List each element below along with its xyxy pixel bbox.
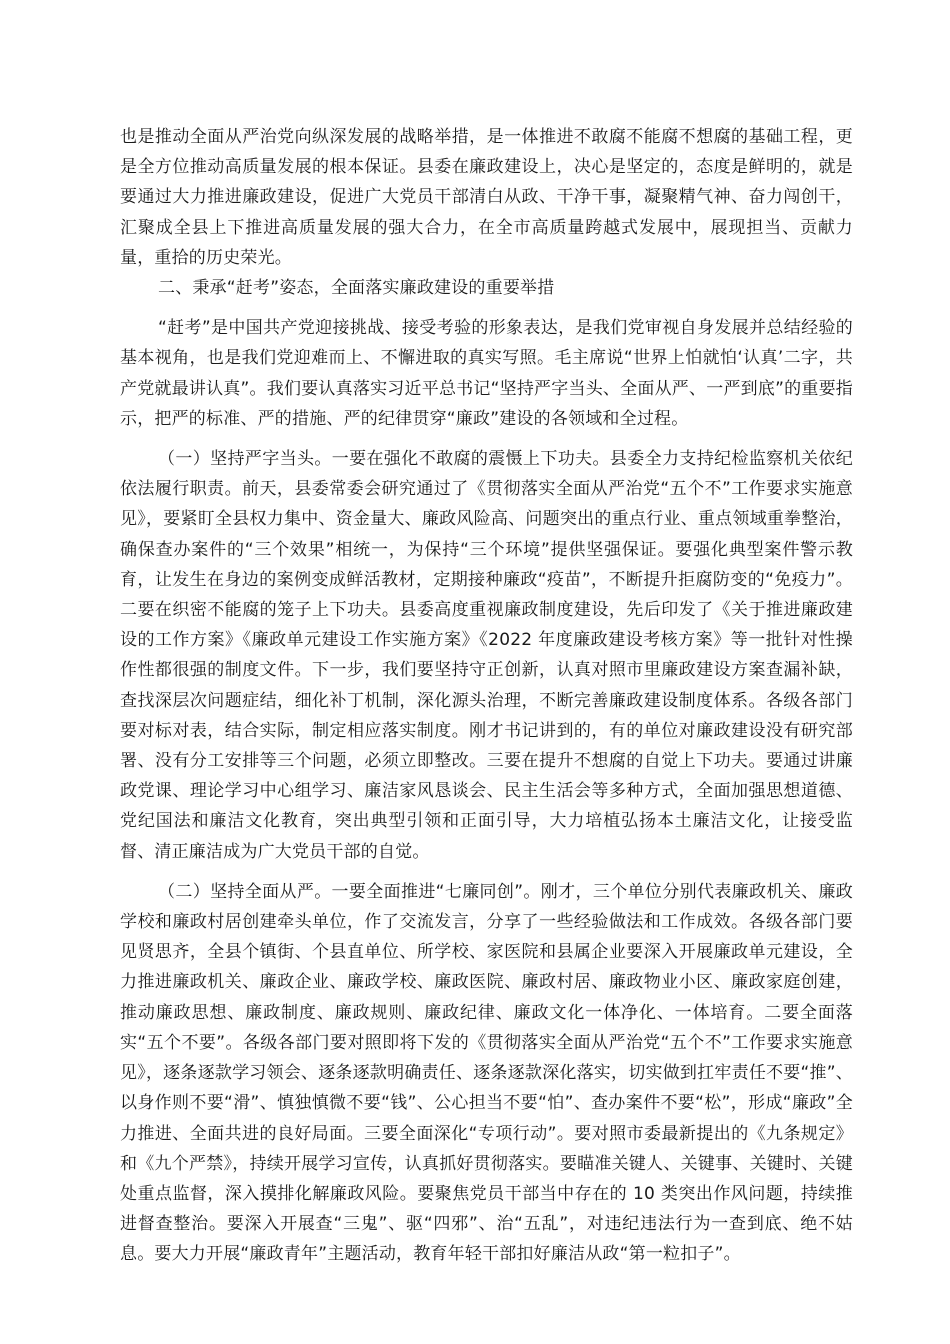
paragraph-section-1: （一）坚持严字当头。一要在强化不敢腐的震慑上下功夫。县委全力支持纪检监察机关依纪依法履行职责。前天，县委常委会研究通过了《贯彻落实全面从严治党“五个不”工作要求实施意见》，要紧盯全县权力集中、资金量大、廉政风险高、问题突出的重点行业、重点领域重拳整治，确保查办案件的“三个效果”相统一，为保持“三个环境”提供坚强保证。要强化典型案件警示教育，让发生在身边的案例变成鲜活教材，定期接种廉政“疫苗”，不断提升拒腐防变的“免疫力”。二要在织密不能腐的笼子上下功夫。县委高度重视廉政制度建设，先后印发了《关于推进廉政建设的工作方案》《廉政单元建设工作实施方案》《2022 年度廉政建设考核方案》等一批针对性操作性都很强的制度文件。下一步，我们要坚持守正创新，认真对照市里廉政建设方案查漏补缺，查找深层次问题症结，细化补丁机制，深化源头治理，不断完善廉政建设制度体系。各级各部门要对标对表，结合实际，制定相应落实制度。刚才书记讲到的，有的单位对廉政建设没有研究部署、没有分工安排等三个问题，必须立即整改。三要在提升不想腐的自觉上下功夫。要通过讲廉政党课、理论学习中心组学习、廉洁家风恳谈会、民主生活会等多种方式，全面加强思想道德、党纪国法和廉洁文化教育，突出典型引领和正面引导，大力培植弘扬本土廉洁文化，让接受监督、清正廉洁成为广大党员干部的自觉。 <box>120 449 853 862</box>
paragraph-intro: “赶考”是中国共产党迎接挑战、接受考验的形象表达，是我们党审视自身发展并总结经验的基本视角，也是我们党迎难而上、不懈进取的真实写照。毛主席说“世界上怕就怕‘认真’二字，共产党就最讲认真”。我们要认真落实习近平总书记“坚持严字当头、全面从严、一严到底”的重要指示，把严的标准、严的措施、严的纪律贯穿“廉政”建设的各领域和全过程。 <box>120 318 853 429</box>
document-body <box>120 122 853 1270</box>
paragraph-section-2: （二）坚持全面从严。一要全面推进“七廉同创”。刚才，三个单位分别代表廉政机关、廉政学校和廉政村居创建牵头单位，作了交流发言，分享了一些经验做法和工作成效。各级各部门要见贤思齐，全县个镇街、个县直单位、所学校、家医院和县属企业要深入开展廉政单元建设，全力推进廉政机关、廉政企业、廉政学校、廉政医院、廉政村居、廉政物业小区、廉政家庭创建，推动廉政思想、廉政制度、廉政规则、廉政纪律、廉政文化一体净化、一体培育。二要全面落实“五个不要”。各级各部门要对照即将下发的《贯彻落实全面从严治党“五个不”工作要求实施意见》，逐条逐款学习领会、逐条逐款明确责任、逐条逐款深化落实，切实做到扛牢责任不要“推”、以身作则不要“滑”、慎独慎微不要“钱”、公心担当不要“怕”、查办案件不要“松”，形成“廉政”全力推进、全面共进的良好局面。三要全面深化“专项行动”。要对照市委最新提出的《九条规定》和《九个严禁》，持续开展学习宣传，认真抓好贯彻落实。要瞄准关键人、关键事、关键时、关键处重点监督，深入摸排化解廉政风险。要聚焦党员干部当中存在的 10 类突出作风问题，持续推进督查整治。要深入开展查“三鬼”、驱“四邪”、治“五乱”，对违纪违法行为一查到底、绝不姑息。要大力开展“廉政青年”主题活动，教育年轻干部扣好廉洁从政“第一粒扣子”。 <box>120 881 853 1265</box>
paragraph-continuation: 也是推动全面从严治党向纵深发展的战略举措，是一体推进不敢腐不能腐不想腐的基础工程，更是全方位推动高质量发展的根本保证。县委在廉政建设上，决心是坚定的，态度是鲜明的，就是要通过大力推进廉政建设，促进广大党员干部清白从政、干净干事，凝聚精气神、奋力闯创干，汇聚成全县上下推进高质量发展的强大合力，在全市高质量跨越式发展中，展现担当、贡献力量，重拾的历史荣光。 <box>120 127 853 268</box>
section-heading: 二、秉承“赶考”姿态，全面落实廉政建设的重要举措 <box>158 278 555 299</box>
